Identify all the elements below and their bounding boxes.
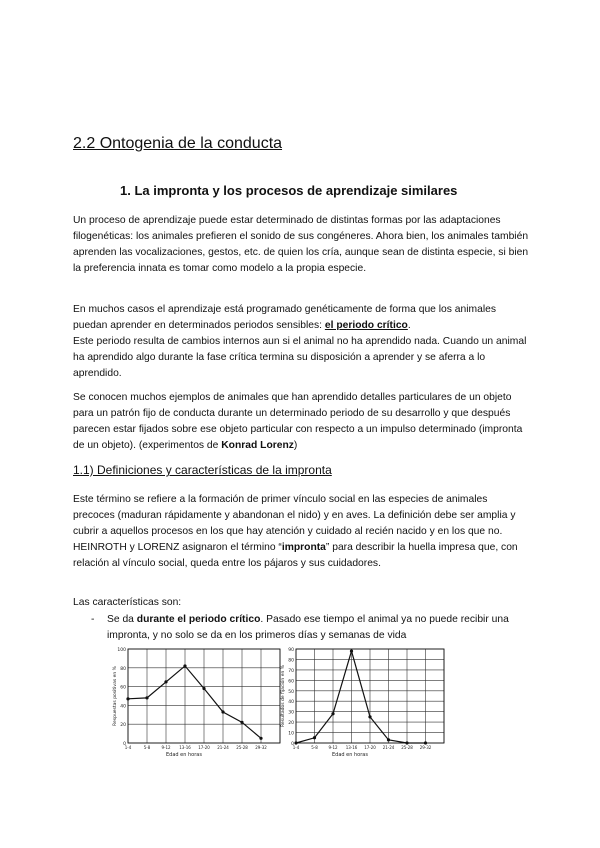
chart-resultados-fijacion <box>282 643 454 763</box>
data-point <box>387 738 390 741</box>
y-tick-label: 20 <box>120 723 126 729</box>
section-definiciones-title: 1.1) Definiciones y características de la impronta <box>73 463 332 477</box>
paragraph-ejemplos: Se conocen muchos ejemplos de animales que han aprendido detalles particulares de un objeto para un patrón fijo de conducta durante un determinado periodo de su desarrollo y que después parecen estar fijados sobre ese objeto particular con respecto a un impulso determinado (impronta de un objeto). (experimentos de Konrad Lorenz) <box>73 392 523 451</box>
x-axis-label: Edad en horas <box>166 752 202 758</box>
x-tick-label: 13-16 <box>345 745 358 750</box>
data-point <box>221 710 224 713</box>
data-point <box>145 696 148 699</box>
x-tick-label: 25-28 <box>236 745 248 750</box>
list-item-text: Se da durante el periodo crítico. Pasado ese tiempo el animal ya no puede recibir una impronta, y no solo se da en los primeros días y semanas de vida <box>107 614 509 641</box>
data-point <box>350 649 353 652</box>
x-tick-label: 1-4 <box>124 745 132 750</box>
x-tick-label: 29-32 <box>419 745 432 750</box>
characteristics-intro: Las características son: <box>73 597 182 608</box>
y-tick-label: 90 <box>288 648 294 653</box>
data-point <box>368 715 371 718</box>
data-point <box>294 741 297 744</box>
data-point <box>202 687 205 690</box>
data-point <box>126 697 129 700</box>
data-point <box>313 736 316 739</box>
x-tick-label: 25-28 <box>401 745 413 750</box>
y-tick-label: 70 <box>288 668 294 674</box>
data-point <box>183 664 186 667</box>
x-tick-label: 13-16 <box>179 745 191 750</box>
section-subheading: 1. La impronta y los procesos de aprendizaje similares <box>120 183 458 198</box>
list-dash: - <box>91 614 95 625</box>
series-line <box>296 651 426 743</box>
x-tick-label: 21-24 <box>217 745 229 750</box>
x-axis-label: Edad en horas <box>332 752 368 758</box>
emphasis-konrad-lorenz: Konrad Lorenz <box>221 440 294 451</box>
y-tick-label: 30 <box>288 710 294 716</box>
data-point <box>240 721 243 724</box>
x-tick-label: 9-12 <box>328 745 338 750</box>
y-axis-label: Respuestas positivas en % <box>113 666 118 726</box>
y-tick-label: 40 <box>288 700 294 706</box>
y-tick-label: 50 <box>288 689 294 695</box>
x-tick-label: 17-20 <box>198 745 210 750</box>
paragraph-adaptaciones: Un proceso de aprendizaje puede estar determinado de distintas formas por las adaptaciones filogenéticas: los animales prefieren el sonido de sus congéneres. Ahora bien, los animales también aprenden las vocalizaciones, gestos, etc. de quien los cría, aunque sean de distinta especie, si bien la preferencia innata es tomar como modelo a la propia especie. <box>73 215 529 274</box>
x-tick-label: 5-8 <box>311 745 318 750</box>
y-tick-label: 60 <box>288 679 294 685</box>
series-line <box>128 666 261 738</box>
x-tick-label: 9-12 <box>161 745 171 750</box>
x-tick-label: 5-8 <box>143 745 151 750</box>
x-tick-label: 21-24 <box>382 745 395 750</box>
data-point <box>424 741 427 744</box>
y-tick-label: 0 <box>291 742 294 747</box>
y-axis-label: Resultados de fijación en % <box>281 664 286 728</box>
x-tick-label: 1-4 <box>292 745 300 750</box>
data-point <box>164 680 167 683</box>
data-point <box>331 712 334 715</box>
y-tick-label: 100 <box>117 648 126 653</box>
paragraph-periodo-critico: En muchos casos el aprendizaje está programado genéticamente de forma que los animales puedan aprender en determinados periodos sensibles: el periodo crítico. Este periodo resulta de cambios internos aun si el animal no ha aprendido nada. Cuando un animal ha aprendido algo durante la fase crítica termina su disposición a aprender y se aferra a lo aprendido. <box>73 304 527 379</box>
page-title: 2.2 Ontogenia de la conducta <box>73 135 283 152</box>
paragraph-definicion: Este término se refiere a la formación de primer vínculo social en las especies de animales precoces (maduran rápidamente y abandonan el nido) y en aves. La definición debe ser amplia y cubrir a aquellos procesos en los que hay atención y cuidado al recién nacido y en los que no. HEINROTH y LORENZ asignaron el término “impronta” para describir la huella impresa que, con relación al vínculo social, queda entre los pájaros y sus cuidadores. <box>73 494 518 569</box>
y-tick-label: 0 <box>123 742 126 747</box>
data-point <box>405 741 408 744</box>
data-point <box>259 737 262 740</box>
emphasis-durante-periodo: durante el periodo crítico <box>136 614 261 625</box>
y-tick-label: 80 <box>120 666 126 672</box>
y-tick-label: 80 <box>288 658 294 664</box>
x-tick-label: 29-32 <box>255 745 267 750</box>
y-tick-label: 60 <box>120 685 126 691</box>
y-tick-label: 10 <box>288 731 294 737</box>
chart-respuestas-positivas <box>110 643 290 763</box>
y-tick-label: 20 <box>288 721 294 727</box>
emphasis-periodo-critico: el periodo crítico <box>324 320 408 331</box>
y-tick-label: 40 <box>120 704 126 710</box>
emphasis-impronta: impronta <box>281 542 326 553</box>
x-tick-label: 17-20 <box>364 745 376 750</box>
